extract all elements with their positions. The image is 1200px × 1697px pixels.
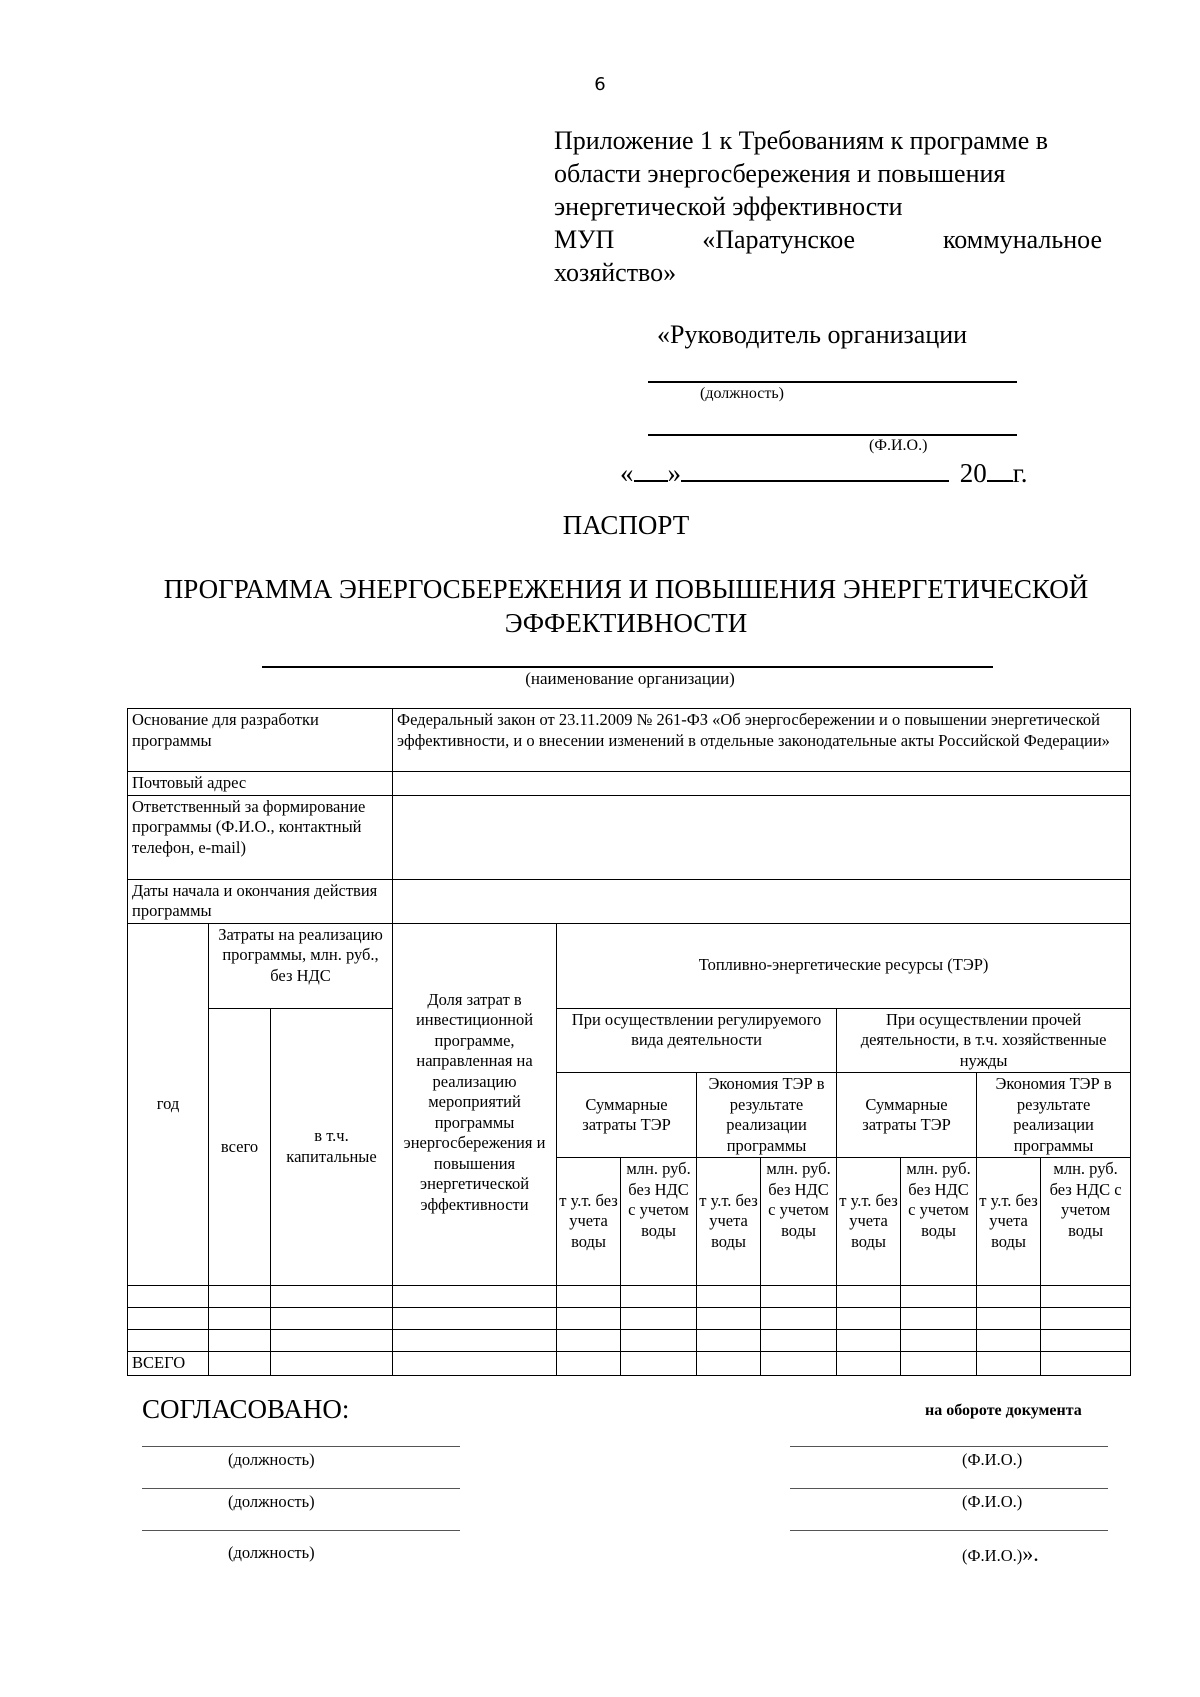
appendix-line-1: Приложение 1 к Требованиям к программе в: [554, 126, 1049, 155]
cell: [837, 1352, 901, 1376]
sum-costs-header: Суммарные затраты ТЭР: [837, 1073, 977, 1158]
cell: [761, 1286, 837, 1308]
cell: [271, 1308, 393, 1330]
header-row: [128, 923, 1131, 1008]
cell: [128, 1330, 209, 1352]
day-blank: [634, 458, 668, 482]
appendix-line-2: области энергосбережения и повышения: [554, 159, 1006, 188]
ter-header: Топливно-энергетические ресурсы (ТЭР): [557, 923, 1131, 1008]
appendix-line-3: энергетической эффективности: [554, 192, 903, 221]
cell: [977, 1330, 1041, 1352]
agreed-position-caption: (должность): [228, 1492, 315, 1511]
cell: [761, 1308, 837, 1330]
agreed-title: СОГЛАСОВАНО:: [142, 1394, 350, 1424]
cell: [697, 1352, 761, 1376]
agreed-name-caption: (Ф.И.О.): [962, 1546, 1023, 1565]
cell: [393, 1286, 557, 1308]
economy-header: Экономия ТЭР в результате реализации программы: [697, 1073, 837, 1158]
costs-header: Затраты на реализацию программы, млн. руб., без НДС: [209, 923, 393, 1008]
cell: [621, 1308, 697, 1330]
row-value: [393, 795, 1131, 879]
org-name-caption: (наименование организации): [525, 669, 735, 688]
cell: [621, 1330, 697, 1352]
cell: [209, 1286, 271, 1308]
agreed-name-line: [790, 1446, 1108, 1447]
cell: [761, 1352, 837, 1376]
agreed-name-caption: (Ф.И.О.): [962, 1450, 1023, 1469]
appendix-org-line: [554, 223, 1102, 256]
reverse-note: на обороте документа: [925, 1402, 1082, 1419]
cell: [557, 1308, 621, 1330]
unit-header: млн. руб. без НДС с учетом воды: [761, 1158, 837, 1286]
cell: [557, 1286, 621, 1308]
program-title-line-2: ЭФФЕКТИВНОСТИ: [504, 608, 748, 638]
cell: [128, 1308, 209, 1330]
year-header: год: [128, 923, 209, 1286]
agreed-name-caption: (Ф.И.О.): [962, 1492, 1023, 1511]
cell: [837, 1308, 901, 1330]
cell: [837, 1286, 901, 1308]
unit-header: т у.т. без учета воды: [977, 1158, 1041, 1286]
date-close-quote: »: [667, 458, 681, 488]
other-activity-header: При осуществлении прочей деятельности, в т.ч. хозяйственные нужды: [837, 1008, 1131, 1073]
cell: [621, 1286, 697, 1308]
sum-costs-header: Суммарные затраты ТЭР: [557, 1073, 697, 1158]
cell: [697, 1286, 761, 1308]
cell: [1041, 1330, 1131, 1352]
approval-title: «Руководитель организации: [657, 320, 968, 349]
cell: [901, 1352, 977, 1376]
agreed-position-line: [142, 1530, 460, 1531]
cell: [557, 1330, 621, 1352]
row-value: [393, 772, 1131, 796]
table-row: [128, 795, 1131, 879]
cell: [271, 1352, 393, 1376]
cell: [621, 1352, 697, 1376]
total-row: [128, 1352, 1131, 1376]
row-label: Почтовый адрес: [128, 772, 393, 796]
share-header: Доля затрат в инвестиционной программе, направленная на реализацию мероприятий программы энергосбережения и повышения энергетической эффективности: [393, 923, 557, 1286]
month-blank: [681, 458, 949, 482]
unit-header: т у.т. без учета воды: [837, 1158, 901, 1286]
agreed-name-line: [790, 1530, 1108, 1531]
cell: [209, 1308, 271, 1330]
unit-header: млн. руб. без НДС с учетом воды: [1041, 1158, 1131, 1286]
unit-header: т у.т. без учета воды: [697, 1158, 761, 1286]
cell: [271, 1330, 393, 1352]
cell: [1041, 1308, 1131, 1330]
cell: [393, 1330, 557, 1352]
data-row: [128, 1286, 1131, 1308]
total-row-label: ВСЕГО: [128, 1352, 209, 1376]
agreed-position-line: [142, 1446, 460, 1447]
closing-quote: ».: [1022, 1541, 1039, 1566]
row-value: [393, 879, 1131, 923]
cell: [128, 1286, 209, 1308]
program-title-line-1: ПРОГРАММА ЭНЕРГОСБЕРЕЖЕНИЯ И ПОВЫШЕНИЯ ЭНЕРГЕТИЧЕСКОЙ: [163, 574, 1089, 604]
cell: [837, 1330, 901, 1352]
cell: [697, 1308, 761, 1330]
agreed-name-caption-last: [962, 1541, 1039, 1567]
data-row: [128, 1308, 1131, 1330]
regulated-activity-header: При осуществлении регулируемого вида деятельности: [557, 1008, 837, 1073]
cell: [697, 1330, 761, 1352]
table-row: [128, 772, 1131, 796]
name-caption: (Ф.И.О.): [869, 437, 928, 454]
unit-header: млн. руб. без НДС с учетом воды: [901, 1158, 977, 1286]
org-name-line: [262, 666, 993, 668]
cell: [209, 1330, 271, 1352]
date-open-quote: «: [620, 458, 634, 488]
data-row: [128, 1330, 1131, 1352]
row-label: Ответственный за формирование программы (Ф.И.О., контактный телефон, e-mail): [128, 795, 393, 879]
economy-header: Экономия ТЭР в результате реализации программы: [977, 1073, 1131, 1158]
cell: [901, 1286, 977, 1308]
passport-title: ПАСПОРТ: [562, 510, 690, 540]
cell: [977, 1352, 1041, 1376]
cell: [393, 1308, 557, 1330]
date-line: [620, 458, 1028, 489]
cell: [901, 1308, 977, 1330]
table-row: [128, 879, 1131, 923]
cell: [209, 1352, 271, 1376]
appendix-org-word: «Паратунское: [702, 225, 856, 254]
appendix-org-line-2: хозяйство»: [554, 258, 677, 287]
agreed-position-caption: (должность): [228, 1450, 315, 1469]
position-caption: (должность): [700, 385, 784, 402]
agreed-name-line: [790, 1488, 1108, 1489]
cell: [1041, 1286, 1131, 1308]
page-number: 6: [594, 74, 606, 95]
program-title: [120, 572, 1132, 640]
year-prefix: 20: [959, 458, 987, 488]
row-label: Основание для разработки программы: [128, 709, 393, 772]
cell: [977, 1286, 1041, 1308]
cell: [1041, 1352, 1131, 1376]
agreed-position-line: [142, 1488, 460, 1489]
cell: [977, 1308, 1041, 1330]
row-value: Федеральный закон от 23.11.2009 № 261-ФЗ «Об энергосбережении и о повышении энергетической эффективности, и о внесении изменений в отдельные законодательные акты Российской Федерации»: [393, 709, 1131, 772]
year-suffix: г.: [1012, 458, 1028, 488]
passport-table: [127, 708, 1131, 1376]
table-row: [128, 709, 1131, 772]
capital-costs-header: в т.ч. капитальные: [271, 1008, 393, 1286]
cell: [761, 1330, 837, 1352]
year-blank: [987, 458, 1013, 482]
name-line: [648, 434, 1017, 436]
appendix-block: [554, 124, 1102, 289]
agreed-position-caption: (должность): [228, 1543, 315, 1562]
position-line: [648, 381, 1017, 383]
appendix-org-word: коммунальное: [942, 225, 1102, 254]
cell: [557, 1352, 621, 1376]
header-row: [128, 1008, 1131, 1073]
unit-header: млн. руб. без НДС с учетом воды: [621, 1158, 697, 1286]
unit-header: т у.т. без учета воды: [557, 1158, 621, 1286]
row-label: Даты начала и окончания действия программы: [128, 879, 393, 923]
cell: [393, 1352, 557, 1376]
cell: [901, 1330, 977, 1352]
cell: [271, 1286, 393, 1308]
appendix-org-word: МУП: [554, 225, 615, 254]
total-costs-header: всего: [209, 1008, 271, 1286]
